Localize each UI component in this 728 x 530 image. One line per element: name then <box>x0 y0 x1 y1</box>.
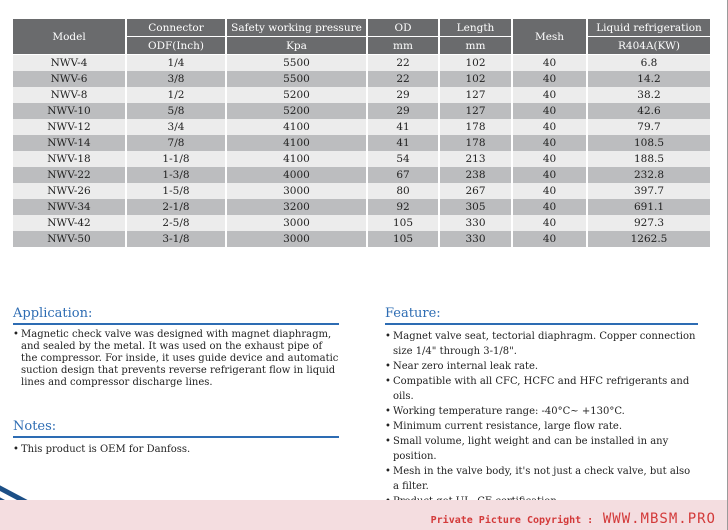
cell-refrigeration: 691.1 <box>587 199 710 215</box>
cell-od: 80 <box>367 183 439 199</box>
cell-od: 105 <box>367 231 439 247</box>
cell-refrigeration: 42.6 <box>587 103 710 119</box>
cell-length: 178 <box>439 135 512 151</box>
cell-connector: 5/8 <box>126 103 226 119</box>
cell-od: 41 <box>367 119 439 135</box>
cell-mesh: 40 <box>512 215 587 231</box>
feature-item: • Near zero internal leak rate. <box>385 359 698 374</box>
cell-pressure: 5500 <box>226 71 367 87</box>
cell-length: 330 <box>439 215 512 231</box>
cell-mesh: 40 <box>512 87 587 103</box>
cell-pressure: 4000 <box>226 167 367 183</box>
cell-refrigeration: 927.3 <box>587 215 710 231</box>
table-row <box>13 183 710 199</box>
cell-refrigeration: 188.5 <box>587 151 710 167</box>
cell-model: NWV-12 <box>13 119 126 135</box>
cell-length: 102 <box>439 55 512 72</box>
application-item: • Magnetic check valve was designed with magnet diaphragm, and sealed by the metal. It was used on the exhaust pipe of the compressor. For inside, it uses guide device and automatic suction design that prevents reverse refrigerant flow in liquid lines and compressor discharge lines. <box>13 329 339 389</box>
cell-od: 67 <box>367 167 439 183</box>
cell-model: NWV-26 <box>13 183 126 199</box>
table-row <box>13 215 710 231</box>
feature-item: • Working temperature range: -40°C~ +130°C. <box>385 404 698 419</box>
feature-title: Feature: <box>385 306 441 321</box>
watermark-site: WWW.MBSM.PRO <box>602 511 716 527</box>
application-divider <box>13 323 339 325</box>
cell-length: 305 <box>439 199 512 215</box>
table-row <box>13 71 710 87</box>
table-row <box>13 119 710 135</box>
cell-mesh: 40 <box>512 71 587 87</box>
cell-pressure: 3200 <box>226 199 367 215</box>
cell-length: 178 <box>439 119 512 135</box>
cell-od: 54 <box>367 151 439 167</box>
feature-item: • Small volume, light weight and can be installed in any position. <box>385 434 698 464</box>
header-pressure: Safety working pressure <box>226 19 367 37</box>
table-row <box>13 55 710 72</box>
cell-pressure: 4100 <box>226 151 367 167</box>
cell-model: NWV-4 <box>13 55 126 72</box>
cell-pressure: 3000 <box>226 231 367 247</box>
feature-item: • Magnet valve seat, tectorial diaphragm. Copper connection size 1/4" through 3-1/8". <box>385 329 698 359</box>
cell-od: 92 <box>367 199 439 215</box>
cell-od: 22 <box>367 71 439 87</box>
notes-section <box>13 419 339 457</box>
cell-refrigeration: 1262.5 <box>587 231 710 247</box>
subheader-length-unit: mm <box>439 37 512 55</box>
watermark-label: Private Picture Copyright : <box>430 515 594 526</box>
cell-connector: 7/8 <box>126 135 226 151</box>
cell-connector: 1-3/8 <box>126 167 226 183</box>
cell-mesh: 40 <box>512 103 587 119</box>
cell-od: 22 <box>367 55 439 72</box>
notes-divider <box>13 436 339 438</box>
table-row <box>13 167 710 183</box>
application-title: Application: <box>13 306 93 321</box>
feature-divider <box>385 323 698 325</box>
cell-mesh: 40 <box>512 55 587 72</box>
cell-model: NWV-6 <box>13 71 126 87</box>
cell-connector: 2-1/8 <box>126 199 226 215</box>
cell-length: 102 <box>439 71 512 87</box>
cell-connector: 1-1/8 <box>126 151 226 167</box>
cell-connector: 1/2 <box>126 87 226 103</box>
cell-mesh: 40 <box>512 231 587 247</box>
cell-od: 29 <box>367 87 439 103</box>
header-length: Length <box>439 19 512 37</box>
notes-item: • This product is OEM for Danfoss. <box>13 442 339 457</box>
header-model: Model <box>13 19 126 55</box>
cell-refrigeration: 108.5 <box>587 135 710 151</box>
header-connector: Connector <box>126 19 226 37</box>
cell-pressure: 5200 <box>226 87 367 103</box>
cell-length: 267 <box>439 183 512 199</box>
cell-model: NWV-34 <box>13 199 126 215</box>
cell-mesh: 40 <box>512 135 587 151</box>
cell-refrigeration: 79.7 <box>587 119 710 135</box>
application-section <box>13 306 339 389</box>
spec-table <box>13 19 710 247</box>
notes-title: Notes: <box>13 419 57 434</box>
cell-model: NWV-22 <box>13 167 126 183</box>
subheader-refrigeration-unit: R404A(KW) <box>587 37 710 55</box>
cell-model: NWV-14 <box>13 135 126 151</box>
cell-pressure: 5500 <box>226 55 367 72</box>
notes-list <box>13 442 339 457</box>
cell-pressure: 5200 <box>226 103 367 119</box>
cell-connector: 2-5/8 <box>126 215 226 231</box>
cell-length: 127 <box>439 87 512 103</box>
cell-mesh: 40 <box>512 183 587 199</box>
cell-refrigeration: 38.2 <box>587 87 710 103</box>
application-list <box>13 329 339 389</box>
cell-connector: 3/8 <box>126 71 226 87</box>
cell-mesh: 40 <box>512 119 587 135</box>
cell-model: NWV-10 <box>13 103 126 119</box>
header-mesh: Mesh <box>512 19 587 55</box>
cell-mesh: 40 <box>512 151 587 167</box>
cell-model: NWV-50 <box>13 231 126 247</box>
table-row <box>13 87 710 103</box>
feature-section <box>385 306 698 509</box>
table-row <box>13 199 710 215</box>
cell-refrigeration: 14.2 <box>587 71 710 87</box>
cell-pressure: 4100 <box>226 119 367 135</box>
cell-refrigeration: 397.7 <box>587 183 710 199</box>
cell-connector: 3-1/8 <box>126 231 226 247</box>
feature-item: • Mesh in the valve body, it's not just a check valve, but also a filter. <box>385 464 698 494</box>
table-row <box>13 151 710 167</box>
header-od: OD <box>367 19 439 37</box>
cell-model: NWV-18 <box>13 151 126 167</box>
cell-od: 105 <box>367 215 439 231</box>
cell-length: 330 <box>439 231 512 247</box>
table-body <box>13 55 710 248</box>
cell-length: 213 <box>439 151 512 167</box>
cell-connector: 1/4 <box>126 55 226 72</box>
subheader-od-unit: mm <box>367 37 439 55</box>
cell-od: 41 <box>367 135 439 151</box>
cell-connector: 1-5/8 <box>126 183 226 199</box>
cell-length: 127 <box>439 103 512 119</box>
cell-mesh: 40 <box>512 167 587 183</box>
feature-item: • Minimum current resistance, large flow rate. <box>385 419 698 434</box>
cell-model: NWV-8 <box>13 87 126 103</box>
cell-model: NWV-42 <box>13 215 126 231</box>
cell-refrigeration: 232.8 <box>587 167 710 183</box>
cell-mesh: 40 <box>512 199 587 215</box>
table-row <box>13 135 710 151</box>
table-row <box>13 231 710 247</box>
cell-pressure: 3000 <box>226 215 367 231</box>
subheader-pressure-unit: Kpa <box>226 37 367 55</box>
cell-length: 238 <box>439 167 512 183</box>
subheader-connector-unit: ODF(Inch) <box>126 37 226 55</box>
feature-item: • Compatible with all CFC, HCFC and HFC refrigerants and oils. <box>385 374 698 404</box>
cell-refrigeration: 6.8 <box>587 55 710 72</box>
cell-od: 29 <box>367 103 439 119</box>
cell-pressure: 4100 <box>226 135 367 151</box>
copyright-watermark <box>431 508 716 527</box>
table-row <box>13 103 710 119</box>
feature-list <box>385 329 698 509</box>
cell-pressure: 3000 <box>226 183 367 199</box>
cell-connector: 3/4 <box>126 119 226 135</box>
header-liquid-refrigeration: Liquid refrigeration <box>587 19 710 37</box>
